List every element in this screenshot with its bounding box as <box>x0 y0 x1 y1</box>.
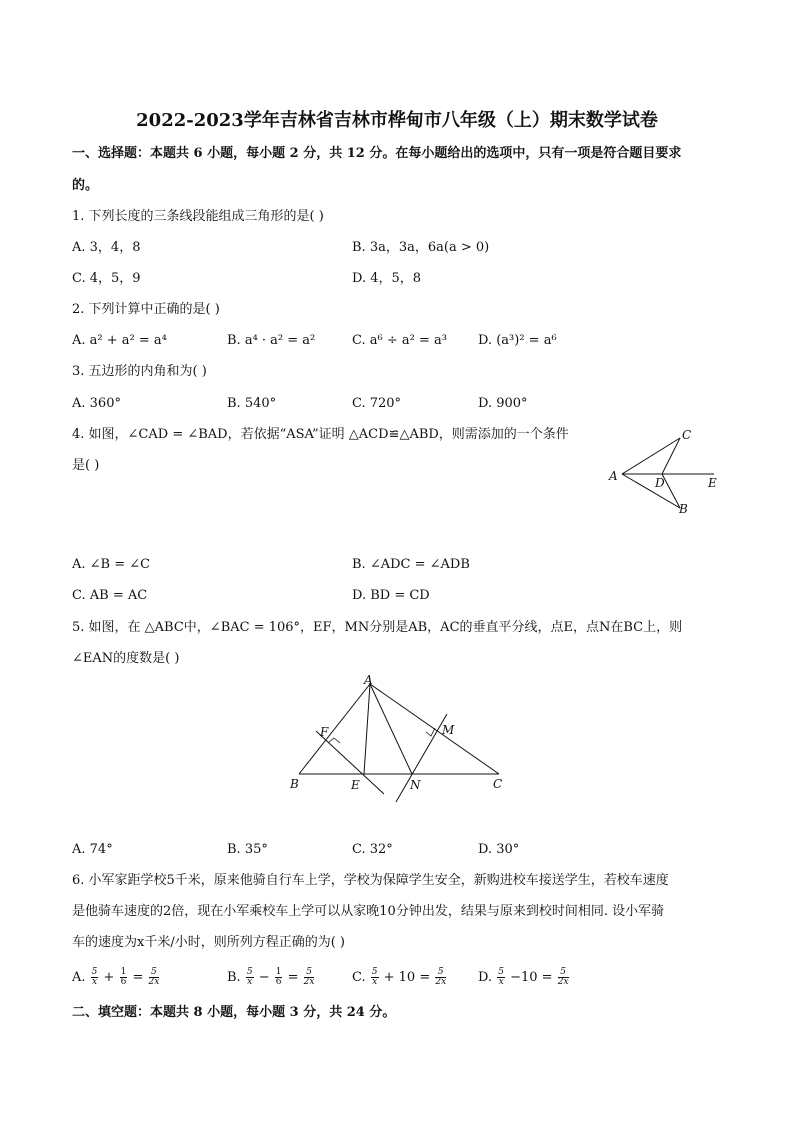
q1-option-c: C. 4，5，9 <box>72 271 141 286</box>
q5-figure <box>284 670 514 806</box>
q5-label-f: F <box>320 725 329 739</box>
q6-stem-line3: 车的速度为x千米/小时，则所列方程正确的为( ) <box>72 935 345 950</box>
q5-label-c: C <box>493 777 503 791</box>
q1-option-a: A. 3，4，8 <box>72 240 141 255</box>
q3-option-d: D. 900° <box>478 396 528 411</box>
q1-option-d: D. 4，5，8 <box>352 271 422 286</box>
q5-label-b: B <box>290 777 299 791</box>
q6-option-c: C. $\frac{5}{x}$ + 10 = $\frac{5}{2x}$ <box>352 967 447 987</box>
q4-label-e: E <box>708 476 717 490</box>
q2-option-d: D. (a³)² = a⁶ <box>478 333 557 348</box>
q5-label-n: N <box>410 778 421 792</box>
q5-label-a: A <box>364 673 373 687</box>
q4-option-c: C. AB = AC <box>72 588 148 603</box>
q6-option-b: B. $\frac{5}{x}$ − $\frac{1}{6}$ = $\frac{5}{2x}$ <box>227 967 315 987</box>
q1-stem: 1. 下列长度的三条线段能组成三角形的是( ) <box>72 209 324 224</box>
q6-option-d: D. $\frac{5}{x}$ −10 = $\frac{5}{2x}$ <box>478 967 569 987</box>
q2-option-b: B. a⁴ · a² = a² <box>227 333 316 348</box>
q4-stem-line1: 4. 如图，∠CAD = ∠BAD，若依据“ASA”证明 △ACD≌△ABD，则需添加的一个条件 <box>72 427 569 442</box>
q2-option-c: C. a⁶ ÷ a² = a³ <box>352 333 447 348</box>
q5-option-d: D. 30° <box>478 842 520 857</box>
q4-label-b: B <box>679 502 688 516</box>
q6-stem-line1: 6. 小军家距学校5千米，原来他骑自行车上学，学校为保障学生安全，新购进校车接送学生，若校车速度 <box>72 873 669 888</box>
q4-stem-line2: 是( ) <box>72 458 100 473</box>
q2-stem: 2. 下列计算中正确的是( ) <box>72 302 220 317</box>
q3-option-c: C. 720° <box>352 396 402 411</box>
q4-option-d: D. BD = CD <box>352 588 430 603</box>
q6-stem-line2: 是他骑车速度的2倍，现在小军乘校车上学可以从家晚10分钟出发，结果与原来到校时间相同. 设小军骑 <box>72 904 665 919</box>
q1-option-b: B. 3a，3a，6a(a > 0) <box>352 240 490 255</box>
q3-stem: 3. 五边形的内角和为( ) <box>72 364 207 379</box>
section2-header: 二、填空题：本题共 8 小题，每小题 3 分，共 24 分。 <box>72 1005 396 1020</box>
q5-option-c: C. 32° <box>352 842 393 857</box>
q2-option-a: A. a² + a² = a⁴ <box>72 333 167 348</box>
page-title: 2022-2023学年吉林省吉林市桦甸市八年级（上）期末数学试卷 <box>136 110 658 131</box>
q4-option-b: B. ∠ADC = ∠ADB <box>352 557 470 572</box>
q4-label-c: C <box>682 428 692 442</box>
q4-option-a: A. ∠B = ∠C <box>72 557 151 572</box>
q3-option-b: B. 540° <box>227 396 277 411</box>
q5-option-b: B. 35° <box>227 842 268 857</box>
q6-option-a: A. $\frac{5}{x}$ + $\frac{1}{6}$ = $\frac{5}{2x}$ <box>72 967 160 987</box>
q5-option-a: A. 74° <box>72 842 113 857</box>
q3-option-a: A. 360° <box>72 396 121 411</box>
q5-label-e: E <box>351 778 360 792</box>
q4-label-a: A <box>609 469 618 483</box>
q4-label-d: D <box>655 476 665 490</box>
q5-stem-line1: 5. 如图，在 △ABC中，∠BAC = 106°，EF，MN分别是AB，AC的垂直平分线，点E，点N在BC上，则 <box>72 620 683 635</box>
section1-line1: 一、选择题：本题共 6 小题，每小题 2 分，共 12 分。在每小题给出的选项中，只有一项是符合题目要求 <box>72 146 682 161</box>
q4-figure <box>600 424 730 518</box>
q5-stem-line2: ∠EAN的度数是( ) <box>72 651 180 666</box>
section1-line2: 的。 <box>72 178 99 193</box>
q5-label-m: M <box>442 723 455 737</box>
